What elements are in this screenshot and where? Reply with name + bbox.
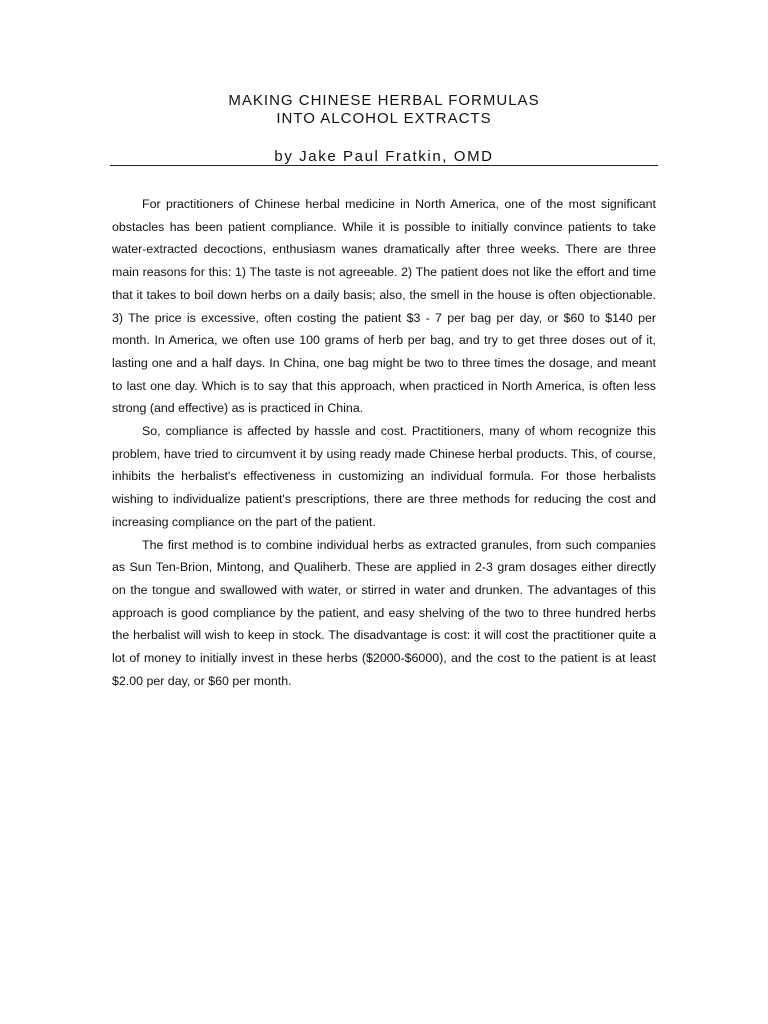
title-block — [110, 92, 658, 128]
article-body — [112, 193, 656, 692]
author-byline: by Jake Paul Fratkin, OMD — [274, 148, 494, 165]
title-divider — [110, 165, 658, 166]
paragraph: The first method is to combine individual herbs as extracted granules, from such companies as Sun Ten-Brion, Mintong, and Qualiherb. These are applied in 2-3 gram dosages either directly on the tongue and swallowed with water, or stirred in water and drunken. The advantages of this approach is good compliance by the patient, and easy shelving of the two to three hundred herbs the herbalist will wish to keep in stock. The disadvantage is cost: it will cost the practitioner quite a lot of money to initially invest in these herbs ($2000-$6000), and the cost to the patient is at least $2.00 per day, or $60 per month. — [112, 537, 656, 688]
title-line-2: INTO ALCOHOL EXTRACTS — [276, 110, 492, 127]
paragraph: For practitioners of Chinese herbal medicine in North America, one of the most significant obstacles has been patient compliance. While it is possible to initially convince patients to take water-extracted decoctions, enthusiasm wanes dramatically after three weeks. There are three main reasons for this: 1) The taste is not agreeable. 2) The patient does not like the effort and time that it takes to boil down herbs on a daily basis; also, the smell in the house is often objectionable. 3) The price is excessive, often costing the patient $3 - 7 per bag per day, or $60 to $140 per month. In America, we often use 100 grams of herb per bag, and try to get three doses out of it, lasting one and a half days. In China, one bag might be two to three times the dosage, and meant to last one day. Which is to say that this approach, when practiced in North America, is often less strong (and effective) as is practiced in China. — [112, 197, 656, 416]
title-line-1: MAKING CHINESE HERBAL FORMULAS — [228, 92, 540, 109]
paragraph: So, compliance is affected by hassle and cost. Practitioners, many of whom recognize this problem, have tried to circumvent it by using ready made Chinese herbal products. This, of course, inhibits the herbalist's effectiveness in customizing an individual formula. For those herbalists wishing to individualize patient's prescriptions, there are three methods for reducing the cost and increasing compliance on the part of the patient. — [112, 424, 656, 529]
